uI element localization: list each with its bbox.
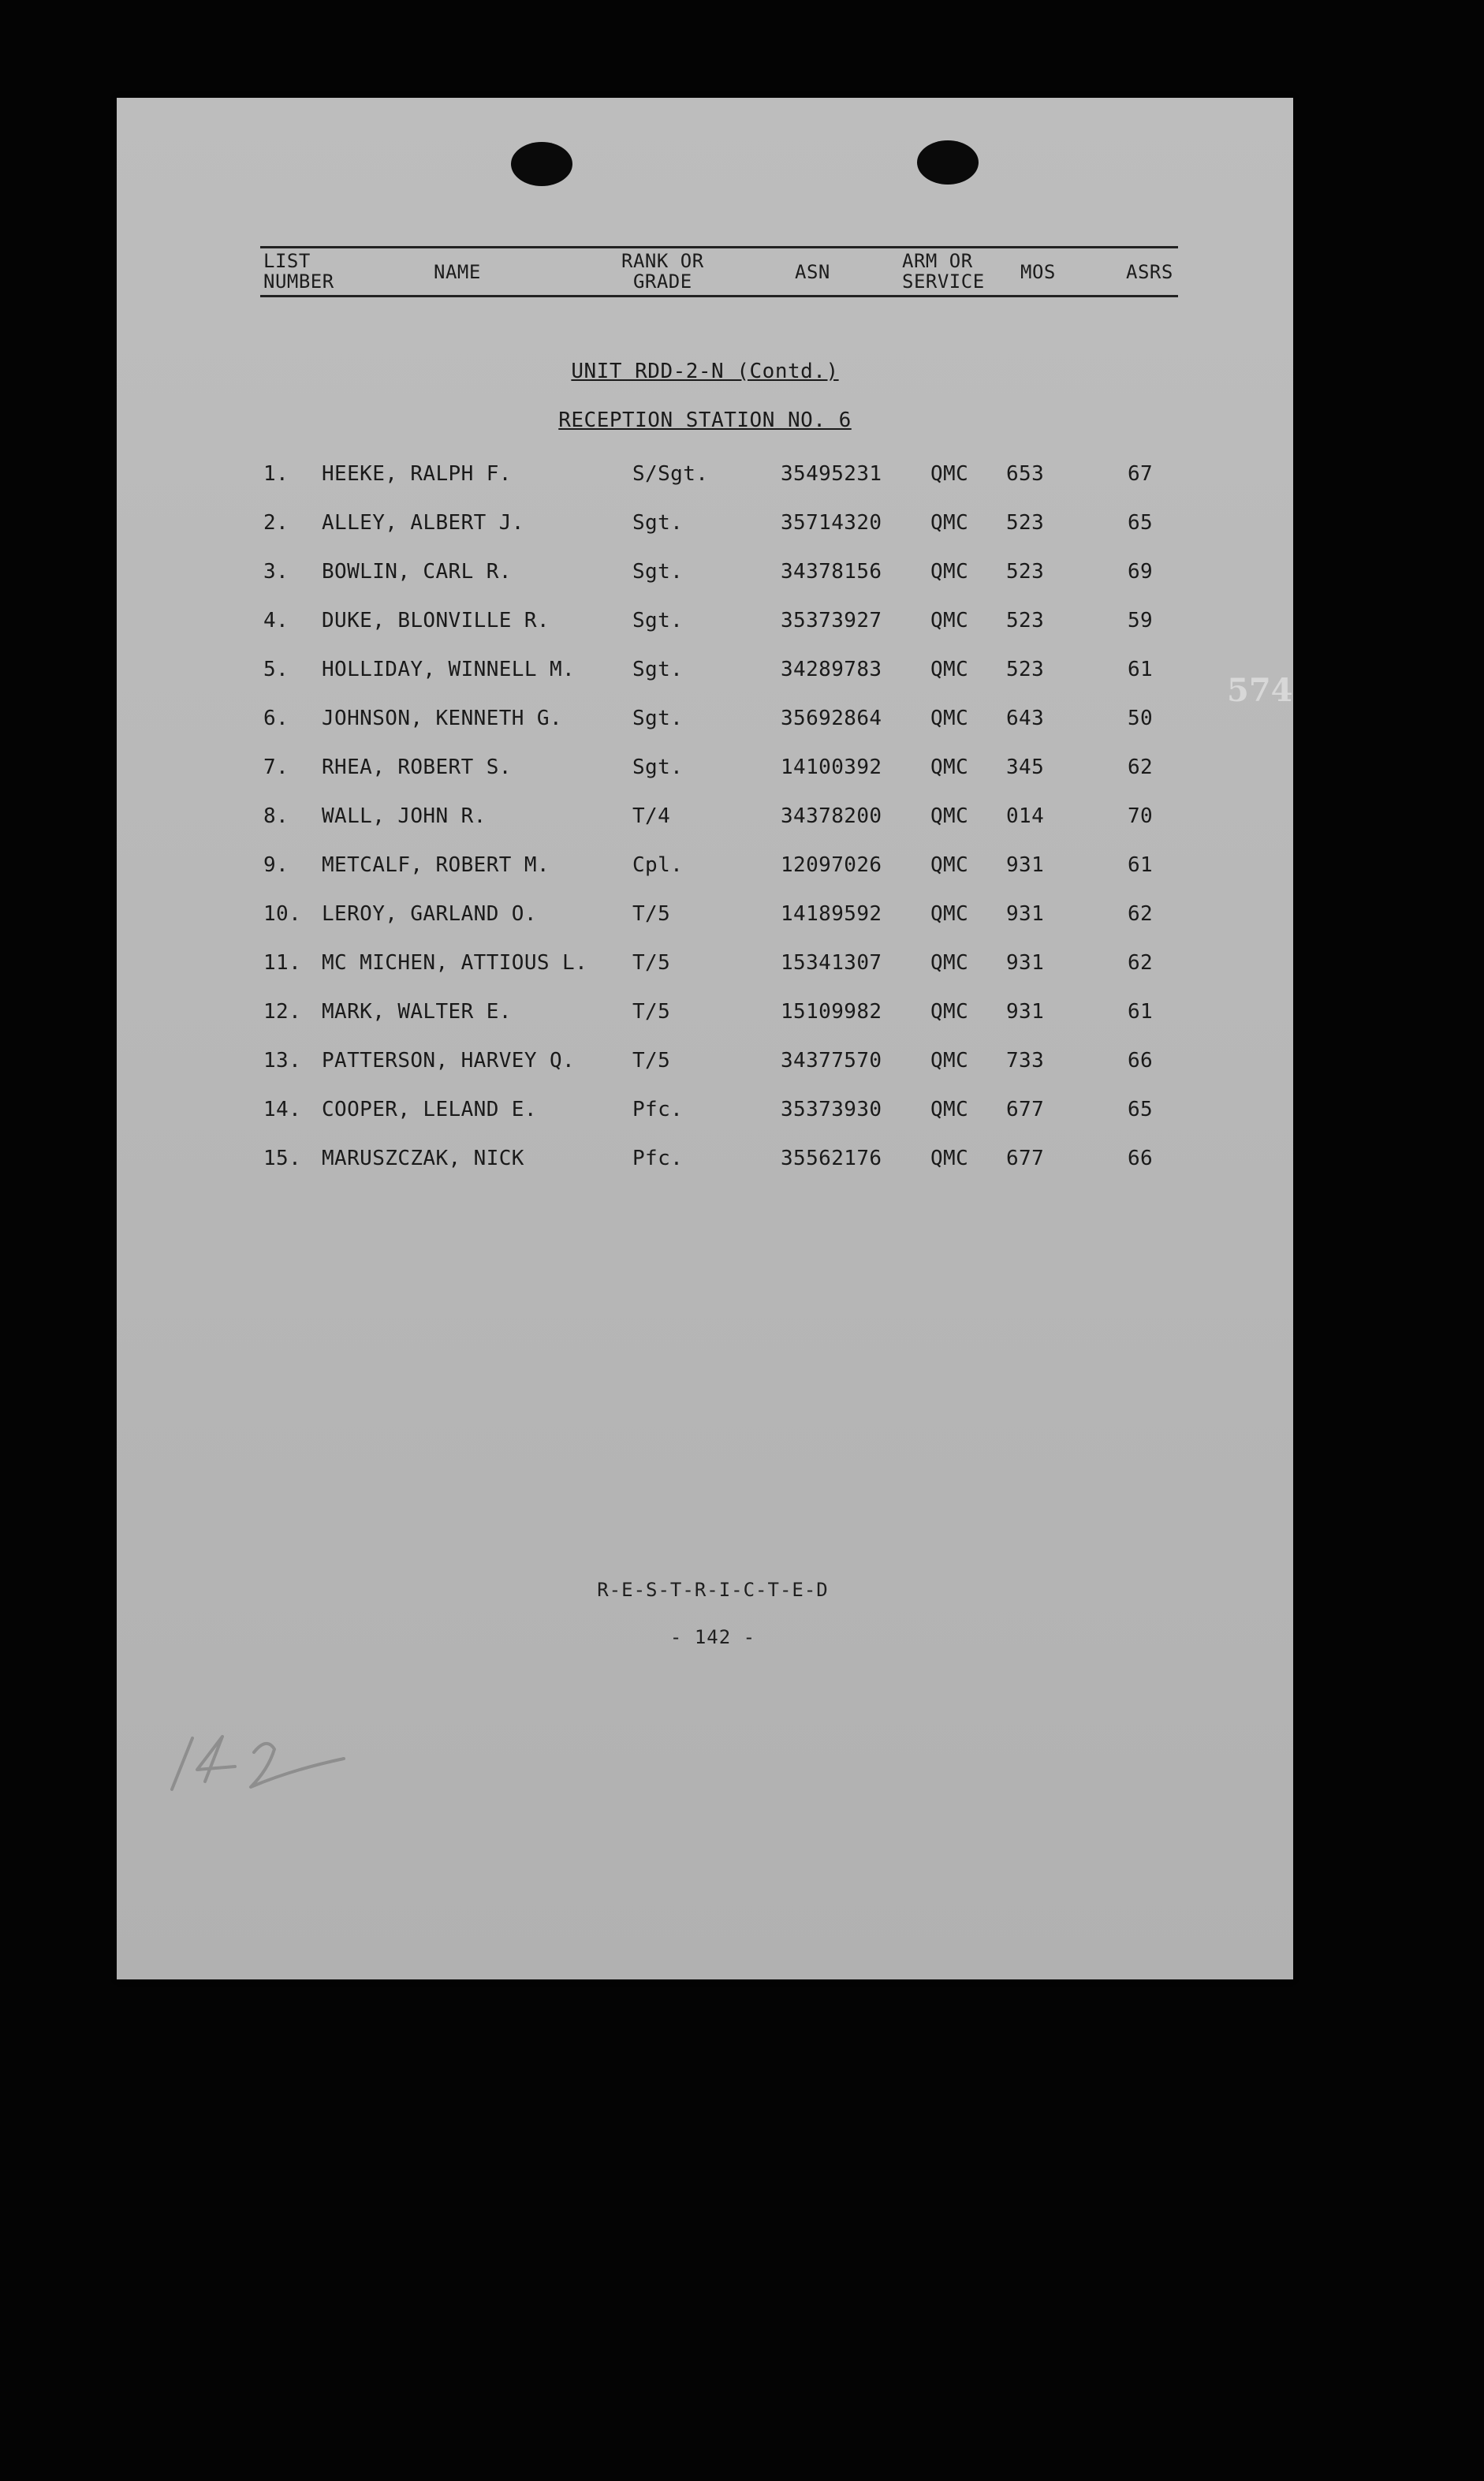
- cell-asrs: 70: [1128, 804, 1154, 828]
- cell-mos: 014: [1006, 804, 1045, 828]
- unit-title: UNIT RDD-2-N (Contd.): [571, 360, 839, 383]
- cell-number: 7.: [263, 755, 289, 779]
- cell-number: 5.: [263, 658, 289, 681]
- cell-mos: 643: [1006, 707, 1045, 730]
- cell-mos: 523: [1006, 560, 1045, 584]
- cell-rank: Sgt.: [632, 560, 684, 584]
- cell-arm: QMC: [930, 951, 969, 975]
- table-row: [117, 845, 1293, 894]
- cell-number: 13.: [263, 1049, 302, 1073]
- cell-asn: 14189592: [781, 902, 882, 926]
- table-row: [117, 503, 1293, 552]
- cell-name: METCALF, ROBERT M.: [322, 853, 550, 877]
- header-list-number-line2: NUMBER: [263, 270, 334, 293]
- cell-asrs: 61: [1128, 658, 1154, 681]
- cell-asn: 12097026: [781, 853, 882, 877]
- cell-name: MARK, WALTER E.: [322, 1000, 512, 1024]
- cell-arm: QMC: [930, 804, 969, 828]
- header-list-number: [263, 251, 334, 292]
- table-row: [117, 1139, 1293, 1188]
- cell-asrs: 65: [1128, 511, 1154, 535]
- cell-name: LEROY, GARLAND O.: [322, 902, 537, 926]
- header-arm-line2: SERVICE: [902, 270, 985, 293]
- cell-number: 1.: [263, 462, 289, 486]
- cell-arm: QMC: [930, 902, 969, 926]
- header-rank-line1: RANK OR: [621, 250, 704, 272]
- cell-number: 4.: [263, 609, 289, 632]
- cell-rank: T/5: [632, 1000, 671, 1024]
- cell-asrs: 66: [1128, 1147, 1154, 1170]
- cell-arm: QMC: [930, 1098, 969, 1121]
- cell-mos: 931: [1006, 853, 1045, 877]
- cell-rank: T/5: [632, 951, 671, 975]
- cell-name: BOWLIN, CARL R.: [322, 560, 512, 584]
- cell-number: 11.: [263, 951, 302, 975]
- table-row: [117, 943, 1293, 992]
- cell-mos: 345: [1006, 755, 1045, 779]
- handwritten-page-number: [158, 1714, 347, 1801]
- table-row: [117, 748, 1293, 797]
- station-title: RECEPTION STATION NO. 6: [558, 409, 852, 432]
- header-rank: [621, 251, 704, 292]
- cell-asn: 35373930: [781, 1098, 882, 1121]
- cell-asn: 35562176: [781, 1147, 882, 1170]
- cell-arm: QMC: [930, 1049, 969, 1073]
- cell-asrs: 62: [1128, 755, 1154, 779]
- cell-mos: 523: [1006, 609, 1045, 632]
- cell-arm: QMC: [930, 755, 969, 779]
- cell-mos: 733: [1006, 1049, 1045, 1073]
- cell-name: DUKE, BLONVILLE R.: [322, 609, 550, 632]
- cell-rank: Cpl.: [632, 853, 684, 877]
- cell-asrs: 62: [1128, 951, 1154, 975]
- table-row: [117, 797, 1293, 845]
- cell-asrs: 61: [1128, 1000, 1154, 1024]
- cell-asn: 14100392: [781, 755, 882, 779]
- cell-rank: Sgt.: [632, 609, 684, 632]
- cell-arm: QMC: [930, 853, 969, 877]
- cell-asn: 35373927: [781, 609, 882, 632]
- document-page: [117, 98, 1293, 1979]
- cell-number: 12.: [263, 1000, 302, 1024]
- cell-mos: 931: [1006, 1000, 1045, 1024]
- cell-number: 8.: [263, 804, 289, 828]
- header-rank-line2: GRADE: [632, 270, 692, 293]
- cell-asrs: 62: [1128, 902, 1154, 926]
- header-arm-line1: ARM OR: [902, 250, 973, 272]
- cell-asn: 35692864: [781, 707, 882, 730]
- cell-number: 15.: [263, 1147, 302, 1170]
- punch-hole-left: [511, 142, 572, 186]
- cell-rank: Pfc.: [632, 1098, 684, 1121]
- header-rule-top: [260, 246, 1178, 248]
- cell-mos: 523: [1006, 658, 1045, 681]
- cell-asrs: 67: [1128, 462, 1154, 486]
- header-mos: MOS: [1020, 261, 1056, 283]
- cell-rank: Sgt.: [632, 658, 684, 681]
- punch-hole-right: [917, 140, 979, 185]
- table-row: [117, 454, 1293, 503]
- cell-arm: QMC: [930, 462, 969, 486]
- cell-rank: Sgt.: [632, 511, 684, 535]
- cell-asn: 35714320: [781, 511, 882, 535]
- header-asn: ASN: [795, 261, 830, 283]
- restricted-marking: R-E-S-T-R-I-C-T-E-D: [597, 1579, 829, 1601]
- cell-name: ALLEY, ALBERT J.: [322, 511, 524, 535]
- header-rule-bottom: [260, 295, 1178, 297]
- cell-number: 3.: [263, 560, 289, 584]
- cell-mos: 931: [1006, 902, 1045, 926]
- cell-name: HOLLIDAY, WINNELL M.: [322, 658, 576, 681]
- cell-name: MARUSZCZAK, NICK: [322, 1147, 524, 1170]
- roster-table: [117, 454, 1293, 1188]
- header-asrs: ASRS: [1126, 261, 1173, 283]
- table-row: [117, 552, 1293, 601]
- cell-asrs: 61: [1128, 853, 1154, 877]
- cell-number: 6.: [263, 707, 289, 730]
- cell-arm: QMC: [930, 511, 969, 535]
- table-row: [117, 699, 1293, 748]
- cell-rank: Pfc.: [632, 1147, 684, 1170]
- cell-name: RHEA, ROBERT S.: [322, 755, 512, 779]
- cell-rank: S/Sgt.: [632, 462, 709, 486]
- cell-number: 2.: [263, 511, 289, 535]
- cell-number: 9.: [263, 853, 289, 877]
- cell-arm: QMC: [930, 560, 969, 584]
- cell-asn: 15109982: [781, 1000, 882, 1024]
- cell-mos: 523: [1006, 511, 1045, 535]
- cell-asn: 34377570: [781, 1049, 882, 1073]
- cell-rank: T/4: [632, 804, 671, 828]
- cell-asrs: 69: [1128, 560, 1154, 584]
- cell-asrs: 66: [1128, 1049, 1154, 1073]
- cell-asn: 34378156: [781, 560, 882, 584]
- cell-name: COOPER, LELAND E.: [322, 1098, 537, 1121]
- cell-rank: T/5: [632, 902, 671, 926]
- cell-mos: 677: [1006, 1098, 1045, 1121]
- page-number: - 142 -: [669, 1626, 756, 1648]
- cell-name: MC MICHEN, ATTIOUS L.: [322, 951, 588, 975]
- cell-asrs: 50: [1128, 707, 1154, 730]
- cell-rank: Sgt.: [632, 755, 684, 779]
- cell-asn: 34289783: [781, 658, 882, 681]
- cell-arm: QMC: [930, 658, 969, 681]
- table-row: [117, 894, 1293, 943]
- cell-arm: QMC: [930, 1000, 969, 1024]
- cell-mos: 653: [1006, 462, 1045, 486]
- cell-mos: 677: [1006, 1147, 1045, 1170]
- header-list-number-line1: LIST: [263, 250, 311, 272]
- table-row: [117, 1090, 1293, 1139]
- cell-mos: 931: [1006, 951, 1045, 975]
- header-arm-or-service: [902, 251, 985, 292]
- cell-asn: 35495231: [781, 462, 882, 486]
- cell-asrs: 59: [1128, 609, 1154, 632]
- table-row: [117, 992, 1293, 1041]
- header-name: NAME: [434, 261, 481, 283]
- cell-number: 14.: [263, 1098, 302, 1121]
- cell-name: JOHNSON, KENNETH G.: [322, 707, 563, 730]
- side-number: 574: [1227, 672, 1293, 709]
- table-row: [117, 1041, 1293, 1090]
- cell-name: WALL, JOHN R.: [322, 804, 487, 828]
- cell-number: 10.: [263, 902, 302, 926]
- cell-rank: Sgt.: [632, 707, 684, 730]
- table-row: [117, 601, 1293, 650]
- cell-asn: 34378200: [781, 804, 882, 828]
- cell-name: PATTERSON, HARVEY Q.: [322, 1049, 576, 1073]
- cell-asn: 15341307: [781, 951, 882, 975]
- table-row: [117, 650, 1293, 699]
- cell-arm: QMC: [930, 707, 969, 730]
- cell-asrs: 65: [1128, 1098, 1154, 1121]
- cell-arm: QMC: [930, 1147, 969, 1170]
- cell-arm: QMC: [930, 609, 969, 632]
- cell-name: HEEKE, RALPH F.: [322, 462, 512, 486]
- cell-rank: T/5: [632, 1049, 671, 1073]
